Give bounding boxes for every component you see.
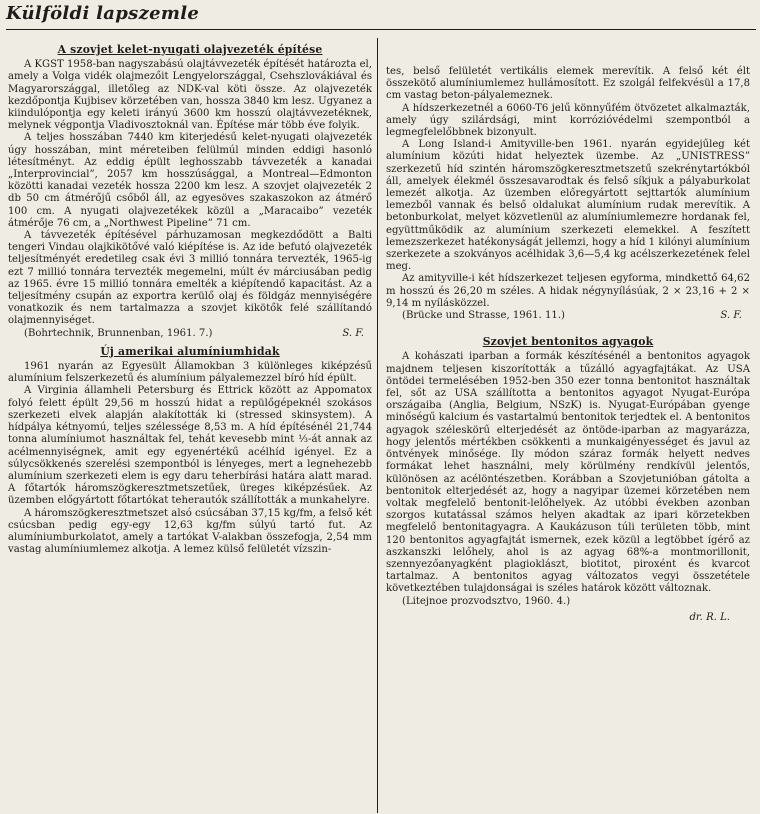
article-signature: S. F.: [720, 310, 742, 322]
article-paragraph: A Virginia államheli Petersburg és Ettrick között az Appomatox folyó felett épült 29,56 m hosszú hidat a repülőgépeknél szokásos szerkezeti elvek alapján alakították ki (stressed skinsystem). A hídpálya kétnyomú, teljes szélessége 8,53 m. A híd építésénél 21,744 tonna alumíniumot használtak fel, tehát kevesebb mint ⅓-át annak az acélmennyiségnek, amit egy egyenértékű acélhíd igényel. Ez a súlycsökkenés szerelési szempontból is lényeges, mert a legnehezebb alumínium szerkezeti elem is egy daru teherbírási határa alatt marad. A főtartók háromszögkeresztmetszetűek, üreges kiképzésűek. Az üzemben előgyártott főtartókat teherautók szállították a munkahelyre.: [8, 385, 372, 507]
section-title: Külföldi lapszemle: [6, 3, 200, 24]
article-oil-pipeline: [8, 44, 372, 340]
article-aluminium-bridges-continued: [386, 66, 750, 322]
article-paragraph: A KGST 1958-ban nagyszabású olajtávvezeték építését határozta el, amely a Volga vidék olajmezőit Lengyelországgal, Csehszlovákiával és Magyarországgal, illetőleg az NDK-val köti össze. Az olajvezeték kezdőpontja Kujbisev körzetében van, hossza 3840 km lesz. Ugyanez a kiindulópontja egy keleti irányú 3600 km hosszú olajtávvezetéknek, melynek végpontja Vladivosztoknál van. Építése már több éve folyik.: [8, 59, 372, 132]
article-paragraph: A hídszerkezetnél a 6060-T6 jelű könnyűfém ötvözetet alkalmazták, amely úgy szilárdsági, mint korrózióvédelmi szempontból a legmegfelelőbbnek bizonyult.: [386, 102, 750, 139]
left-column: [8, 38, 372, 556]
column-divider: [377, 38, 378, 813]
article-source: (Brücke und Strasse, 1961. 11.): [402, 310, 565, 322]
article-paragraph: A kohászati iparban a formák készítésénél a bentonitos agyagok majdnem teljesen kiszorították a tűzálló agyagfajtákat. Az USA öntödei termelésében 1952-ben 350 ezer tonna bentonitot használtak fel, sőt az USA szállította a bentonitos agyagot Nyugat-Európa országaiba (Anglia, Belgium, NSzK) is. Nyugat-Európában gyenge minőségű kalcium és vastartalmú bentonitok terjedtek el. A bentonitos agyagok széleskörű elterjedését az öntöde-iparban az magyarázza, hogy jelentős mértékben csökkenti a munkaigényességet és javul az öntvények minősége. Ily módon száraz formák helyett nedves formákat lehet használni, mely körülmény rendkívül jelentős, különösen az acélöntészetben. Korábban a Szovjetunióban gátolta a bentonitok elterjedését az, hogy a nagyipar üzemei körzetében nem voltak megfelelő bentonit-lelőhelyek. Az utóbbi években azonban szorgos kutatással számos helyen akadtak az ipari körzetekben megfelelő bentonitagyagra. A Kaukázuson túli területen több, mint 120 bentonitos agyagfajtát ismernek, ezek közül a legtöbbet ígérő az aszkanszki lelőhely, ahol is az agyag 68%-a montmorillonit, szennyezőanyagként plagioklászt, biotitot, piroxént és kvarcot tartalmaz. A bentonitos agyag változatos vegyi összetétele következtében tulajdonságai is széles határok között változnak.: [386, 351, 750, 595]
article-paragraph: 1961 nyarán az Egyesült Államokban 3 különleges kiképzésű alumínium felszerkezetű és alumínium pályalemezzel bíró híd épült.: [8, 361, 372, 385]
article-source-line: [386, 310, 750, 322]
article-source: (Litejnoe prozvodsztvo, 1960. 4.): [402, 595, 571, 607]
page-header: [6, 2, 756, 30]
article-paragraph: A Long Island-i Amityville-ben 1961. nyarán egyidejűleg két alumínium közúti hidat helyeztek üzembe. Az „UNISTRESS” szerkezetű híd szintén háromszögkeresztmetszetű szekrénytartókból áll, amelyek élekmél összesavarodtak és felső síkjuk a pályaburkolat lemezét alkotja. Az üzemben előregyártott sejttartók alumínium lemezből vannak és belső oldalukat alumínium rudak merevítik. A betonburkolat, melyet közvetlenül az alumíniumlemezre hordanak fel, együttműködik az alumínium szerkezeti elemekkel. A feszített lemezszerkezet hatékonyságát jellemzi, hogy a híd 1 kilónyi alumínium szerkezete a szokványos acélhidak 3,6—5,4 kg acélszerkezetének felel meg.: [386, 139, 750, 273]
article-paragraph: A háromszögkeresztmetszet alsó csúcsában 37,15 kg/fm, a felső két csúcsban pedig egy-egy 12,63 kg/fm súlyú tartó fut. Az alumíniumburkolatot, amely a tartókat V-alakban összefogja, 2,54 mm vastag alumíniumlemez alkotja. A lemez külső felületét vízszin-: [8, 507, 372, 556]
article-title: A szovjet kelet-nyugati olajvezeték építése: [57, 43, 323, 56]
article-bentonite-clays: [386, 336, 750, 624]
header-rule: [6, 29, 756, 30]
article-author: dr. R. L.: [689, 611, 730, 623]
article-source: (Bohrtechnik, Brunnenban, 1961. 7.): [24, 327, 213, 339]
article-title: Szovjet bentonitos agyagok: [482, 335, 654, 349]
article-signature: S. F.: [342, 327, 364, 339]
article-title: Új amerikai alumíniumhidak: [100, 344, 280, 358]
article-paragraph: Az amityville-i két hídszerkezet teljesen egyforma, mindkettő 64,62 m hosszú és 26,20 m széles. A hidak négynyílásúak, 2 × 23,16 + 2 × 9,14 m nyílásközzel.: [386, 273, 750, 309]
article-source-line: [8, 328, 372, 340]
right-column: [386, 66, 750, 624]
article-paragraph: A távvezeték építésével párhuzamosan megkezdődött a Balti tengeri Vindau olajkikötővé való kiépítése is. Az ide befutó olajvezeték teljesítményét eredetileg csak évi 3 millió tonnára tervezték, 1965-ig ezt 7 millió tonnára tervezték megemelni, múlt év márciusában pedig az 1965. évre 15 millió tonnára emelték a kiépítendő kapacitást. Az a teljesítmény csupán az exportra kerülő olaj és földgáz mennyiségére vonatkozik és nem tartalmazza a szovjet kikötők felé szállítandó olajmennyiséget.: [8, 230, 372, 327]
article-paragraph: tes, belső felületét vertikális elemek merevítik. A felső két élt összekötő alumíniumlemez hullámosított. Ez szolgál felfekvésül a 17,8 cm vastag beton-pályalemeznek.: [386, 66, 750, 102]
article-paragraph: A teljes hosszában 7440 km kiterjedésű kelet-nyugati olajvezeték úgy hosszában, mint méreteiben felülmúl minden eddigi hasonló létesítményt. Az eddig épült leghosszabb távvezeték a kanadai „Interprovincial”, 2057 km hosszúsággal, a Montreal—Edmonton közötti kanadai vezeték hossza 2200 km lesz. A szovjet olajvezeték 2 db 50 cm átmérőjű csőből áll, az egyesöves szakaszokon az átmérő 100 cm. A nyugati olajvezetékek közül a „Maracaibo” vezeték átmérője 76 cm, a „Northwest Pipeline” 71 cm.: [8, 132, 372, 229]
article-aluminium-bridges: [8, 346, 372, 556]
